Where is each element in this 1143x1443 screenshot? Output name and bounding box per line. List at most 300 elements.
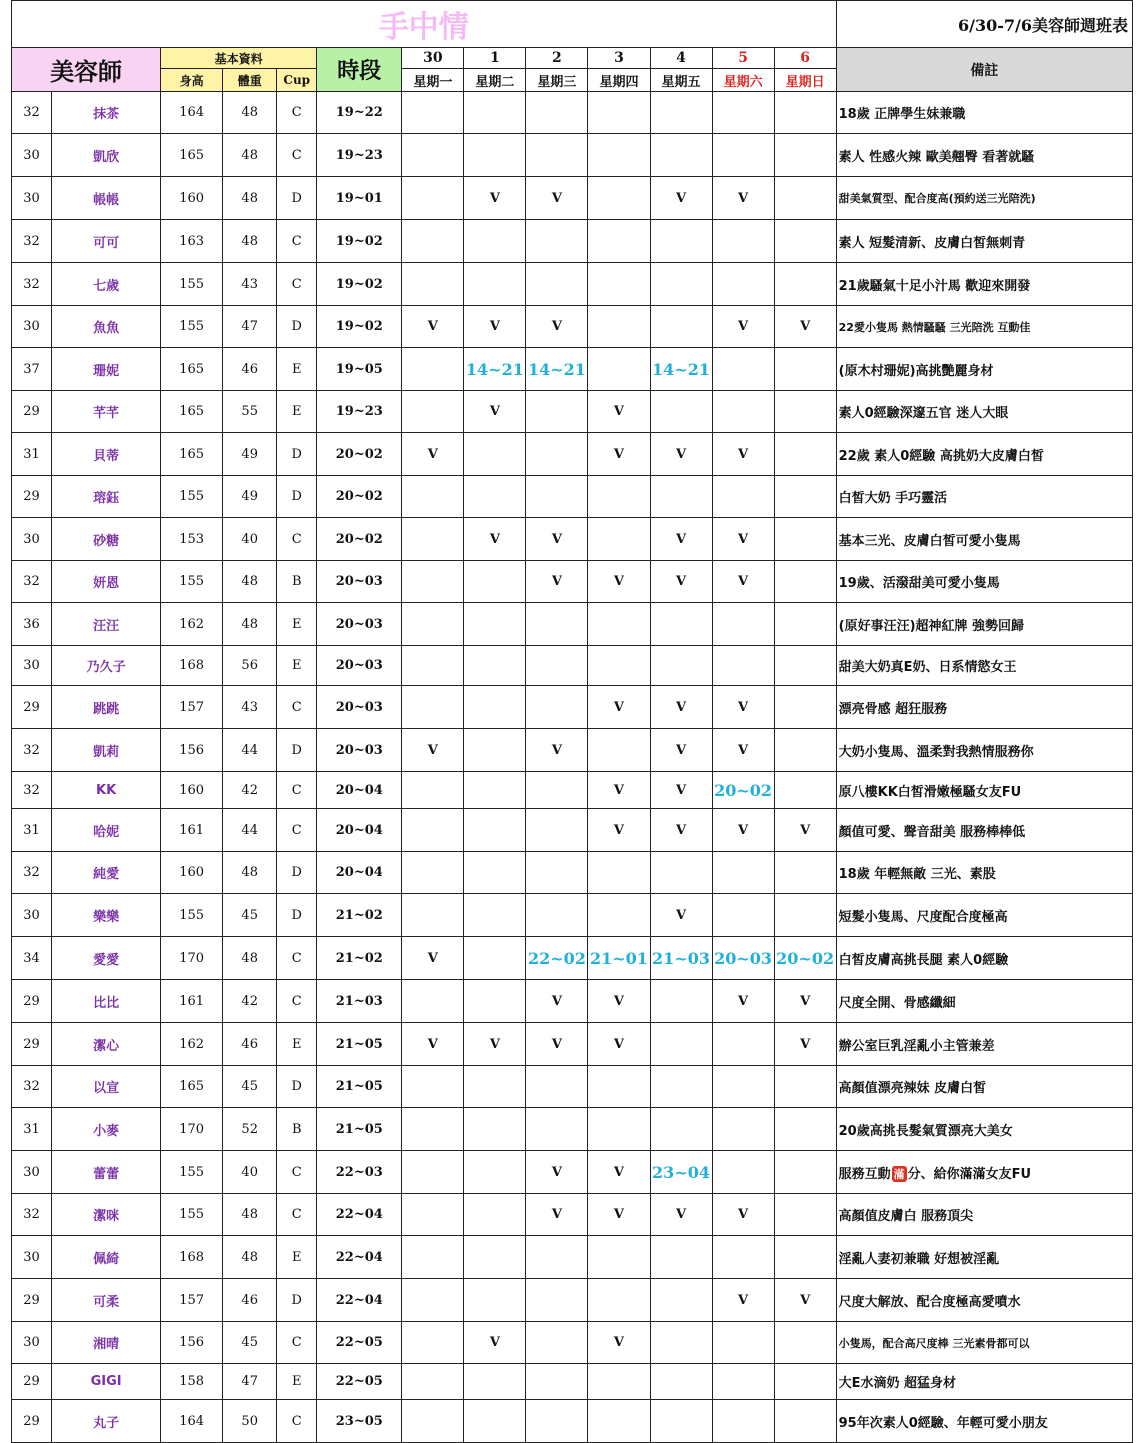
day-cell: V [650, 561, 712, 603]
cup-cell: E [277, 1364, 317, 1400]
day-cell: V [650, 809, 712, 852]
weight-cell: 45 [223, 894, 277, 937]
weight-cell: 47 [223, 1364, 277, 1400]
day-cell: V [774, 306, 836, 348]
day-cell: V [650, 894, 712, 937]
day-cell [464, 772, 526, 809]
day-cell [464, 603, 526, 646]
age-cell: 30 [12, 306, 52, 348]
day-cell [464, 980, 526, 1023]
day-cell: V [588, 686, 650, 729]
page-title: 手中情 [12, 1, 837, 48]
table-row [12, 476, 1133, 518]
header-row-1 [12, 48, 1133, 69]
day-cell: V [464, 518, 526, 561]
remark-cell: 漂亮骨感 超狂服務 [836, 686, 1132, 729]
time-slot-cell: 20~03 [317, 603, 402, 646]
day-cell [402, 646, 464, 686]
day-cell: V [588, 1151, 650, 1194]
date-header: 4 [650, 48, 712, 69]
cup-cell: D [277, 1066, 317, 1108]
age-cell: 31 [12, 809, 52, 852]
time-slot-cell: 22~04 [317, 1236, 402, 1279]
day-cell: V [712, 729, 774, 772]
title-row [12, 1, 1133, 48]
remark-cell: 尺度大解放、配合度極高愛噴水 [836, 1279, 1132, 1322]
table-row [12, 729, 1133, 772]
weekday-header: 星期四 [588, 69, 650, 92]
height-cell: 155 [161, 1194, 223, 1236]
height-cell: 156 [161, 1322, 223, 1364]
day-cell [402, 92, 464, 134]
day-cell: V [650, 686, 712, 729]
day-cell [712, 1322, 774, 1364]
day-cell: 14~21 [464, 348, 526, 391]
day-cell [774, 1236, 836, 1279]
day-cell [526, 603, 588, 646]
table-row [12, 306, 1133, 348]
remark-cell: 22愛小隻馬 熱情騷騷 三光陪洗 互動佳 [836, 306, 1132, 348]
day-cell [774, 177, 836, 220]
day-cell: 23~04 [650, 1151, 712, 1194]
day-cell: V [588, 391, 650, 433]
height-cell: 162 [161, 1023, 223, 1066]
age-cell: 32 [12, 92, 52, 134]
day-cell: V [588, 772, 650, 809]
table-row [12, 263, 1133, 306]
day-cell [464, 809, 526, 852]
day-cell [774, 1364, 836, 1400]
day-cell [650, 134, 712, 177]
age-cell: 29 [12, 1279, 52, 1322]
day-cell [712, 263, 774, 306]
time-slot-cell: 20~03 [317, 686, 402, 729]
beautician-name: 跳跳 [52, 686, 161, 729]
day-cell [402, 894, 464, 937]
day-cell [650, 646, 712, 686]
weight-cell: 50 [223, 1400, 277, 1443]
table-row [12, 561, 1133, 603]
remark-cell: 22歲 素人0經驗 高挑奶大皮膚白皙 [836, 433, 1132, 476]
day-cell [712, 220, 774, 263]
day-cell [774, 1194, 836, 1236]
weight-cell: 42 [223, 980, 277, 1023]
day-cell [402, 1066, 464, 1108]
remark-cell: 21歲騷氣十足小汁馬 歡迎來開發 [836, 263, 1132, 306]
cup-cell: C [277, 1400, 317, 1443]
weight-cell: 46 [223, 1279, 277, 1322]
day-cell [588, 348, 650, 391]
remark-cell: 19歲、活潑甜美可愛小隻馬 [836, 561, 1132, 603]
day-cell: V [712, 1279, 774, 1322]
height-cell: 155 [161, 894, 223, 937]
day-cell [402, 1194, 464, 1236]
time-slot-cell: 21~03 [317, 980, 402, 1023]
height-cell: 170 [161, 1108, 223, 1151]
weight-cell: 48 [223, 1194, 277, 1236]
day-cell: V [402, 306, 464, 348]
day-cell [650, 1279, 712, 1322]
day-cell: V [588, 1194, 650, 1236]
day-cell [588, 92, 650, 134]
day-cell [588, 134, 650, 177]
table-row [12, 1400, 1133, 1443]
day-cell: 20~02 [712, 772, 774, 809]
weekday-header: 星期一 [402, 69, 464, 92]
time-slot-cell: 19~23 [317, 391, 402, 433]
day-cell [712, 646, 774, 686]
remark-cell: 大E水滴奶 超猛身材 [836, 1364, 1132, 1400]
day-cell: V [464, 306, 526, 348]
remark-cell: 白皙皮膚高挑長腿 素人0經驗 [836, 937, 1132, 980]
table-row [12, 220, 1133, 263]
day-cell: V [526, 1023, 588, 1066]
day-cell [526, 391, 588, 433]
day-cell [464, 646, 526, 686]
table-row [12, 177, 1133, 220]
day-cell [650, 263, 712, 306]
height-cell: 165 [161, 348, 223, 391]
beautician-name: 乃久子 [52, 646, 161, 686]
day-cell [650, 220, 712, 263]
day-cell: V [712, 433, 774, 476]
day-cell [464, 561, 526, 603]
day-cell: V [650, 1194, 712, 1236]
day-cell: V [526, 1151, 588, 1194]
cup-cell: E [277, 603, 317, 646]
day-cell: V [402, 433, 464, 476]
beautician-name: 小麥 [52, 1108, 161, 1151]
day-cell [650, 391, 712, 433]
day-cell [712, 852, 774, 894]
remark-cell: (原好事汪汪)超神紅牌 強勢回歸 [836, 603, 1132, 646]
beautician-name: 哈妮 [52, 809, 161, 852]
day-cell [650, 1322, 712, 1364]
weight-cell: 43 [223, 686, 277, 729]
basic-info-header: 基本資料 [161, 48, 317, 69]
day-cell [526, 686, 588, 729]
day-cell [526, 852, 588, 894]
day-cell [774, 686, 836, 729]
day-cell [650, 1108, 712, 1151]
height-cell: 168 [161, 1236, 223, 1279]
day-cell [712, 1151, 774, 1194]
weekday-header: 星期三 [526, 69, 588, 92]
height-cell: 156 [161, 729, 223, 772]
cup-column-header: Cup [277, 69, 317, 92]
cup-cell: E [277, 391, 317, 433]
day-cell [402, 1279, 464, 1322]
day-cell [464, 937, 526, 980]
remark-cell: 基本三光、皮膚白皙可愛小隻馬 [836, 518, 1132, 561]
cup-cell: D [277, 306, 317, 348]
cup-cell: C [277, 134, 317, 177]
cup-cell: D [277, 433, 317, 476]
beautician-name: 汪汪 [52, 603, 161, 646]
weight-cell: 47 [223, 306, 277, 348]
cup-cell: C [277, 1151, 317, 1194]
beautician-name: 愛愛 [52, 937, 161, 980]
age-cell: 29 [12, 391, 52, 433]
day-cell [774, 1322, 836, 1364]
beautician-name: KK [52, 772, 161, 809]
height-cell: 165 [161, 1066, 223, 1108]
height-cell: 165 [161, 433, 223, 476]
day-cell [402, 1400, 464, 1443]
day-cell [402, 980, 464, 1023]
day-cell: V [712, 561, 774, 603]
beautician-name: 凱莉 [52, 729, 161, 772]
cup-cell: C [277, 686, 317, 729]
day-cell [650, 1364, 712, 1400]
day-cell [774, 772, 836, 809]
age-cell: 29 [12, 686, 52, 729]
table-row [12, 937, 1133, 980]
day-cell [526, 263, 588, 306]
day-cell [402, 809, 464, 852]
day-cell: V [464, 391, 526, 433]
cup-cell: C [277, 809, 317, 852]
day-cell [402, 686, 464, 729]
height-cell: 168 [161, 646, 223, 686]
table-row [12, 1194, 1133, 1236]
date-header: 5 [712, 48, 774, 69]
day-cell [526, 1279, 588, 1322]
beautician-name: 湘晴 [52, 1322, 161, 1364]
day-cell [464, 1194, 526, 1236]
table-row [12, 1151, 1133, 1194]
day-cell [464, 686, 526, 729]
table-row [12, 92, 1133, 134]
cup-cell: C [277, 92, 317, 134]
table-row [12, 1322, 1133, 1364]
day-cell [588, 518, 650, 561]
name-column-header: 美容師 [12, 48, 161, 92]
beautician-name: 佩綺 [52, 1236, 161, 1279]
day-cell [402, 603, 464, 646]
day-cell: V [650, 772, 712, 809]
age-cell: 29 [12, 1400, 52, 1443]
beautician-name: 芊芊 [52, 391, 161, 433]
weight-cell: 49 [223, 433, 277, 476]
day-cell: V [650, 177, 712, 220]
time-slot-cell: 19~02 [317, 263, 402, 306]
day-cell [712, 1236, 774, 1279]
day-cell [402, 263, 464, 306]
age-cell: 32 [12, 772, 52, 809]
age-cell: 30 [12, 134, 52, 177]
remark-cell: 原八樓KK白皙滑嫩極騷女友FU [836, 772, 1132, 809]
day-cell [402, 391, 464, 433]
time-slot-cell: 19~01 [317, 177, 402, 220]
day-cell [650, 1066, 712, 1108]
day-cell: V [526, 306, 588, 348]
day-cell [402, 1322, 464, 1364]
time-slot-cell: 23~05 [317, 1400, 402, 1443]
slot-column-header: 時段 [317, 48, 402, 92]
day-cell: 14~21 [526, 348, 588, 391]
age-cell: 30 [12, 894, 52, 937]
cup-cell: C [277, 220, 317, 263]
day-cell: V [588, 809, 650, 852]
height-cell: 165 [161, 134, 223, 177]
day-cell: V [402, 729, 464, 772]
height-cell: 160 [161, 772, 223, 809]
day-cell [402, 134, 464, 177]
day-cell [712, 894, 774, 937]
weight-cell: 52 [223, 1108, 277, 1151]
day-cell [588, 476, 650, 518]
table-row [12, 772, 1133, 809]
time-slot-cell: 21~05 [317, 1108, 402, 1151]
remark-text: 分、給你滿滿女友FU [907, 1166, 1032, 1182]
cup-cell: B [277, 561, 317, 603]
day-cell [464, 1151, 526, 1194]
day-cell: V [712, 809, 774, 852]
day-cell [402, 220, 464, 263]
time-slot-cell: 20~02 [317, 518, 402, 561]
time-slot-cell: 20~03 [317, 729, 402, 772]
day-cell [464, 433, 526, 476]
day-cell: V [712, 1194, 774, 1236]
day-cell: V [464, 177, 526, 220]
day-cell [402, 518, 464, 561]
day-cell: V [402, 937, 464, 980]
beautician-name: 樂樂 [52, 894, 161, 937]
age-cell: 32 [12, 263, 52, 306]
height-cell: 160 [161, 852, 223, 894]
day-cell: 14~21 [650, 348, 712, 391]
day-cell: V [650, 729, 712, 772]
weekday-header: 星期二 [464, 69, 526, 92]
day-cell [402, 772, 464, 809]
day-cell [774, 1108, 836, 1151]
day-cell: V [588, 433, 650, 476]
cup-cell: D [277, 894, 317, 937]
day-cell [650, 1400, 712, 1443]
remark-cell: 素人 性感火辣 歐美翹臀 看著就騷 [836, 134, 1132, 177]
table-row [12, 1236, 1133, 1279]
beautician-name: 凱欣 [52, 134, 161, 177]
cup-cell: C [277, 518, 317, 561]
time-slot-cell: 20~03 [317, 561, 402, 603]
day-cell [712, 603, 774, 646]
day-cell [774, 263, 836, 306]
day-cell [774, 894, 836, 937]
day-cell [402, 1151, 464, 1194]
day-cell [774, 518, 836, 561]
weight-cell: 43 [223, 263, 277, 306]
day-cell [712, 134, 774, 177]
day-cell [402, 1236, 464, 1279]
day-cell [588, 1364, 650, 1400]
day-cell [526, 809, 588, 852]
day-cell: 20~02 [774, 937, 836, 980]
remark-cell: 尺度全開、骨感纖細 [836, 980, 1132, 1023]
table-row [12, 433, 1133, 476]
height-cell: 158 [161, 1364, 223, 1400]
remark-cell: 20歲高挑長髮氣質漂亮大美女 [836, 1108, 1132, 1151]
day-cell [774, 476, 836, 518]
beautician-name: 妍恩 [52, 561, 161, 603]
remark-cell: 小隻馬，配合高尺度棒 三光素骨都可以 [836, 1322, 1132, 1364]
day-cell: V [774, 980, 836, 1023]
age-cell: 30 [12, 518, 52, 561]
date-header: 30 [402, 48, 464, 69]
day-cell: V [402, 1023, 464, 1066]
day-cell: V [464, 1023, 526, 1066]
day-cell [526, 772, 588, 809]
time-slot-cell: 21~02 [317, 937, 402, 980]
weight-cell: 48 [223, 1236, 277, 1279]
day-cell [774, 646, 836, 686]
table-row [12, 686, 1133, 729]
date-header: 1 [464, 48, 526, 69]
day-cell: V [588, 980, 650, 1023]
cup-cell: D [277, 1279, 317, 1322]
age-cell: 30 [12, 1151, 52, 1194]
day-cell [712, 92, 774, 134]
day-cell [588, 1236, 650, 1279]
day-cell [774, 729, 836, 772]
day-cell: V [712, 980, 774, 1023]
beautician-name: 抹茶 [52, 92, 161, 134]
weight-cell: 48 [223, 561, 277, 603]
day-cell [650, 603, 712, 646]
day-cell: V [526, 980, 588, 1023]
day-cell [712, 1108, 774, 1151]
beautician-name: 純愛 [52, 852, 161, 894]
remark-cell: 素人 短髮清新、皮膚白皙無刺青 [836, 220, 1132, 263]
day-cell: 20~03 [712, 937, 774, 980]
day-cell [526, 134, 588, 177]
time-slot-cell: 22~03 [317, 1151, 402, 1194]
beautician-name: 比比 [52, 980, 161, 1023]
cup-cell: C [277, 1194, 317, 1236]
table-row [12, 1066, 1133, 1108]
remark-cell: 短髮小隻馬、尺度配合度極高 [836, 894, 1132, 937]
day-cell [650, 476, 712, 518]
day-cell [650, 1023, 712, 1066]
weekday-header: 星期五 [650, 69, 712, 92]
day-cell [402, 1108, 464, 1151]
time-slot-cell: 22~04 [317, 1194, 402, 1236]
age-cell: 31 [12, 433, 52, 476]
day-cell [402, 348, 464, 391]
weight-cell: 45 [223, 1066, 277, 1108]
day-cell [650, 1236, 712, 1279]
weight-cell: 48 [223, 603, 277, 646]
remark-cell: 95年次素人0經驗、年輕可愛小朋友 [836, 1400, 1132, 1443]
day-cell: V [712, 686, 774, 729]
day-cell [774, 1066, 836, 1108]
beautician-name: GIGI [52, 1364, 161, 1400]
remark-cell: 淫亂人妻初兼職 好想被淫亂 [836, 1236, 1132, 1279]
weight-cell: 46 [223, 1023, 277, 1066]
day-cell [588, 1108, 650, 1151]
age-cell: 32 [12, 852, 52, 894]
age-cell: 29 [12, 1023, 52, 1066]
day-cell [774, 433, 836, 476]
day-cell [588, 263, 650, 306]
height-cell: 163 [161, 220, 223, 263]
weight-cell: 56 [223, 646, 277, 686]
time-slot-cell: 21~05 [317, 1066, 402, 1108]
time-slot-cell: 20~04 [317, 772, 402, 809]
beautician-name: 可可 [52, 220, 161, 263]
remark-cell: 甜美氣質型、配合度高(預約送三光陪洗) [836, 177, 1132, 220]
age-cell: 29 [12, 1364, 52, 1400]
